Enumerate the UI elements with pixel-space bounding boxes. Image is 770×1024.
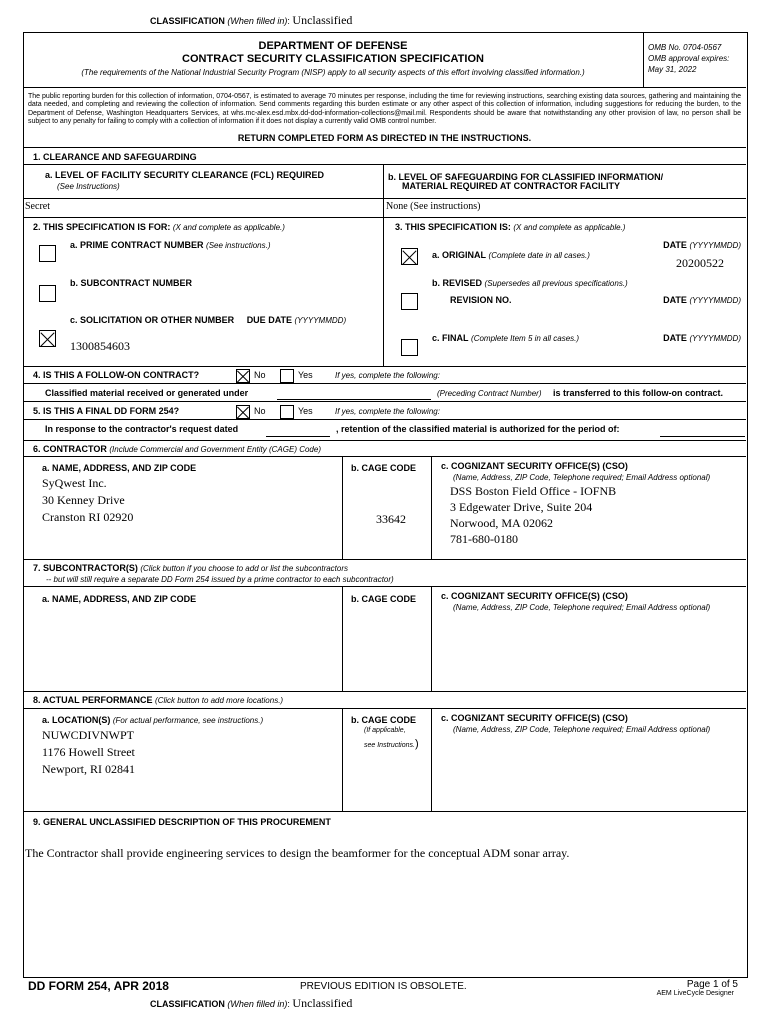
fcl-label: a. LEVEL OF FACILITY SECURITY CLEARANCE (FCL) REQUIRED: [45, 170, 325, 180]
divider: [23, 440, 746, 441]
followon-no-checkbox[interactable]: [236, 369, 250, 383]
solicitation-checkbox[interactable]: [39, 330, 56, 347]
divider: [383, 164, 384, 217]
cso-line: 3 Edgewater Drive, Suite 204: [450, 500, 593, 514]
due-date-note: (YYYYMMDD): [294, 316, 347, 325]
original-label-row: [432, 250, 590, 260]
final254-no-label: No: [254, 406, 266, 416]
prime-contract-label-row: [70, 240, 271, 250]
location-address-line: Newport, RI 02841: [42, 762, 135, 776]
divider: [23, 217, 746, 218]
original-note: (Complete date in all cases.): [488, 251, 590, 260]
section3-note: (X and complete as applicable.): [513, 223, 626, 232]
divider: [643, 32, 644, 87]
safeguarding-label1: b. LEVEL OF SAFEGUARDING FOR CLASSIFIED INFORMATION/: [388, 172, 664, 182]
divider: [383, 217, 384, 366]
cso-line: 781-680-0180: [450, 532, 518, 546]
final254-yes-checkbox[interactable]: [280, 405, 294, 419]
location-cso-note: (Name, Address, ZIP Code, Telephone required; Email Address optional): [453, 725, 711, 734]
final-checkbox[interactable]: [401, 339, 418, 356]
classification-value: Unclassified: [292, 13, 353, 27]
cso-line: DSS Boston Field Office - IOFNB: [450, 484, 617, 498]
followon-yes-checkbox[interactable]: [280, 369, 294, 383]
divider: [23, 87, 746, 88]
divider: [23, 401, 746, 402]
divider: [342, 708, 343, 811]
solicitation-label: c. SOLICITATION OR OTHER NUMBER: [70, 315, 235, 325]
classification-colon: :: [287, 999, 290, 1009]
section4-title: 4. IS THIS A FOLLOW-ON CONTRACT?: [33, 370, 200, 380]
omb-expires-date: May 31, 2022: [648, 65, 697, 74]
classification-label: CLASSIFICATION: [150, 16, 225, 26]
subcontractor-name-label: a. NAME, ADDRESS, AND ZIP CODE: [42, 594, 197, 604]
revised-note: (Supersedes all previous specifications.): [484, 279, 628, 288]
subcontractor-cso-note: (Name, Address, ZIP Code, Telephone required; Email Address optional): [453, 603, 711, 612]
contractor-address-line: 30 Kenney Drive: [42, 493, 125, 507]
solicitation-number[interactable]: 1300854603: [70, 339, 130, 353]
classification-when: (When filled in): [227, 999, 288, 1009]
divider: [23, 419, 746, 420]
due-date-label: DUE DATE: [246, 315, 293, 325]
location-label: a. LOCATION(S): [42, 715, 111, 725]
section7-title: 7. SUBCONTRACTOR(S): [33, 563, 138, 573]
fcl-value[interactable]: Secret: [25, 201, 50, 212]
divider: [23, 366, 746, 367]
procurement-description[interactable]: The Contractor shall provide engineering services to design the beamformer for the conceptual ADM sonar array.: [25, 846, 570, 860]
location-note: (For actual performance, see instructions.): [112, 716, 264, 725]
section8-title: 8. ACTUAL PERFORMANCE: [33, 695, 153, 705]
prime-contract-note: (See instructions.): [206, 241, 271, 250]
section6-title-row: [33, 444, 321, 454]
followon-line-a: Classified material received or generated under: [45, 388, 249, 398]
final-note: (Complete Item 5 in all cases.): [471, 334, 580, 343]
location-cage-note1: (If applicable,: [364, 727, 406, 734]
contractor-cso-note: (Name, Address, ZIP Code, Telephone required; Email Address optional): [453, 473, 711, 482]
divider: [23, 164, 746, 165]
original-date-note: (YYYYMMDD): [689, 241, 741, 250]
followon-yes-label: Yes: [298, 370, 313, 380]
contractor-cage-label: b. CAGE CODE: [351, 463, 417, 473]
section7-note2: -- but will still require a separate DD Form 254 issued by a prime contractor to each subcontractor): [46, 575, 394, 584]
obsolete-notice: PREVIOUS EDITION IS OBSOLETE.: [300, 981, 467, 992]
divider: [431, 708, 432, 811]
omb-number: OMB No. 0704-0567: [648, 43, 722, 52]
revised-label: b. REVISED: [432, 278, 483, 288]
original-checkbox[interactable]: [401, 248, 418, 265]
contractor-cage-value[interactable]: 33642: [376, 512, 406, 526]
contractor-address-line: Cranston RI 02920: [42, 510, 134, 524]
burden-statement: The public reporting burden for this collection of information, 0704-0567, is estimated to average 70 minutes per response, including the time for reviewing instructions, searching existing data sources, gathering and maintaining the data needed, and completing and reviewing the collection of information. Send comments regarding this burden estimate or any other aspect of this collection of information, including suggestions for reducing the burden, to the Department of Defense, Washington Headquarters Services, at whs.mc-alex.esd.mbx.dd-dod-information-collections@mail.mil. Respondents should be aware that notwithstanding any other provision of law, no person shall be subject to any penalty for failing to comply with a collection of information if it does not display a currently valid OMB control number.: [28, 93, 741, 125]
contractor-cso-address[interactable]: [450, 483, 616, 547]
divider: [23, 586, 746, 587]
final-label-row: [432, 333, 579, 343]
section8-title-row: [33, 695, 283, 705]
revised-date-note: (YYYYMMDD): [689, 296, 741, 305]
original-date-value[interactable]: 20200522: [676, 256, 724, 270]
revised-label-row: [432, 278, 628, 288]
revised-checkbox[interactable]: [401, 293, 418, 310]
fcl-note: (See Instructions): [57, 182, 120, 191]
location-address-line: 1176 Howell Street: [42, 745, 135, 759]
location-cso-label: c. COGNIZANT SECURITY OFFICE(S) (CSO): [441, 713, 628, 723]
divider: [23, 708, 746, 709]
location-cage-note2: see Instructions.: [364, 742, 415, 749]
location-address-line: NUWCDIVNWPT: [42, 728, 134, 742]
divider: [23, 198, 746, 199]
classification-when: (When filled in): [227, 16, 288, 26]
final254-ifyes: If yes, complete the following:: [335, 407, 440, 416]
revision-number-label: REVISION NO.: [450, 295, 512, 305]
contractor-address[interactable]: [42, 475, 133, 526]
followon-line-c: is transferred to this follow-on contract.: [553, 388, 724, 398]
classification-value: Unclassified: [292, 996, 353, 1010]
final254-no-checkbox[interactable]: [236, 405, 250, 419]
section3-title-row: [395, 222, 625, 232]
section7-note: (Click button if you choose to add or list the subcontractors: [140, 564, 349, 573]
form-title: CONTRACT SECURITY CLASSIFICATION SPECIFICATION: [182, 53, 484, 65]
final254-line-a: In response to the contractor's request dated: [45, 424, 239, 434]
final-date-note: (YYYYMMDD): [689, 334, 741, 343]
classification-top: [150, 13, 352, 28]
divider: [431, 586, 432, 691]
section2-note: (X and complete as applicable.): [172, 223, 285, 232]
classification-bottom: [150, 996, 352, 1011]
final-date-label-row: [663, 333, 741, 343]
section8-note: (Click button to add more locations.): [155, 696, 284, 705]
subcontractor-cage-label: b. CAGE CODE: [351, 594, 417, 604]
location-label-row: [42, 715, 263, 725]
section7-title-row: [33, 563, 348, 573]
divider: [23, 383, 746, 384]
section5-title: 5. IS THIS A FINAL DD FORM 254?: [33, 406, 180, 416]
divider: [431, 456, 432, 559]
section1-title: 1. CLEARANCE AND SAFEGUARDING: [33, 152, 197, 162]
page-number: Page 1 of 5: [686, 979, 738, 990]
revised-date-label-row: [663, 295, 741, 305]
divider: [342, 456, 343, 559]
followon-no-label: No: [254, 370, 266, 380]
contractor-cso-label: c. COGNIZANT SECURITY OFFICE(S) (CSO): [441, 461, 628, 471]
omb-expires-label: OMB approval expires:: [648, 54, 730, 63]
retention-period-input[interactable]: [660, 436, 745, 437]
classification-label: CLASSIFICATION: [150, 999, 225, 1009]
section2-title: 2. THIS SPECIFICATION IS FOR:: [33, 222, 171, 232]
revised-date-label: DATE: [663, 295, 687, 305]
request-date-input[interactable]: [266, 436, 330, 437]
safeguarding-value[interactable]: None (See instructions): [386, 201, 481, 212]
contractor-address-line: SyQwest Inc.: [42, 476, 107, 490]
final254-yes-label: Yes: [298, 406, 313, 416]
followon-ifyes: If yes, complete the following:: [335, 371, 440, 380]
section9-title: 9. GENERAL UNCLASSIFIED DESCRIPTION OF THIS PROCUREMENT: [33, 817, 331, 827]
divider: [23, 559, 746, 560]
divider: [23, 147, 746, 148]
return-instructions: RETURN COMPLETED FORM AS DIRECTED IN THE INSTRUCTIONS.: [237, 133, 532, 143]
divider: [23, 691, 746, 692]
solicitation-label-row: [70, 315, 346, 325]
followon-line-b: (Preceding Contract Number): [437, 389, 542, 398]
preceding-contract-input[interactable]: [277, 399, 431, 400]
final-label: c. FINAL: [432, 333, 469, 343]
location-cage-note2-row: [364, 738, 419, 750]
original-date-label: DATE: [663, 240, 687, 250]
form-number: DD FORM 254, APR 2018: [28, 979, 169, 993]
prime-contract-label: a. PRIME CONTRACT NUMBER: [70, 240, 204, 250]
section6-title: 6. CONTRACTOR: [33, 444, 107, 454]
final254-line-b: , retention of the classified material is authorized for the period of:: [336, 424, 620, 434]
designer-credit: AEM LiveCycle Designer: [656, 990, 734, 997]
subcontract-checkbox[interactable]: [39, 285, 56, 302]
safeguarding-label2: MATERIAL REQUIRED AT CONTRACTOR FACILITY: [402, 181, 620, 191]
location-cage-label: b. CAGE CODE: [351, 715, 417, 725]
section3-title: 3. THIS SPECIFICATION IS:: [395, 222, 511, 232]
final-date-label: DATE: [663, 333, 687, 343]
section2-title-row: [33, 222, 285, 232]
original-date-label-row: [663, 240, 741, 250]
contractor-name-label: a. NAME, ADDRESS, AND ZIP CODE: [42, 463, 197, 473]
cso-line: Norwood, MA 02062: [450, 516, 554, 530]
location-cage-paren: ): [414, 738, 419, 750]
subcontract-label: b. SUBCONTRACT NUMBER: [70, 278, 192, 288]
divider: [23, 456, 746, 457]
subcontractor-cso-label: c. COGNIZANT SECURITY OFFICE(S) (CSO): [441, 591, 628, 601]
prime-contract-checkbox[interactable]: [39, 245, 56, 262]
location-address[interactable]: [42, 727, 135, 778]
form-subtitle: (The requirements of the National Industrial Security Program (NISP) apply to all security aspects of this effort involving classified information.): [81, 68, 585, 77]
classification-colon: :: [287, 16, 290, 26]
section6-note: (Include Commercial and Government Entity (CAGE) Code): [109, 445, 321, 454]
original-label: a. ORIGINAL: [432, 250, 487, 260]
divider: [23, 811, 746, 812]
divider: [342, 586, 343, 691]
dept-title: DEPARTMENT OF DEFENSE: [258, 40, 408, 52]
